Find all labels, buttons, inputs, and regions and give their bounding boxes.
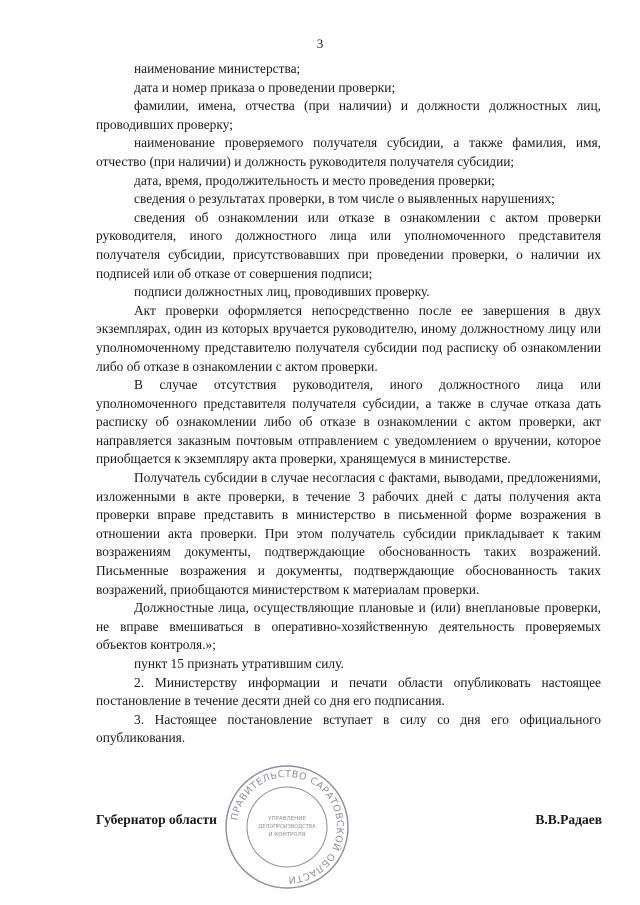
page-number: 3: [316, 36, 324, 51]
seal-inner-line: УПРАВЛЕНИЕ: [268, 816, 306, 822]
paragraph: 3. Настоящее постановление вступает в силу со дня его официального опубликования.: [96, 711, 601, 746]
paragraph: 2. Министерству информации и печати области опубликовать настоящее постановление в течение десяти дней со дня его подписания.: [96, 674, 601, 709]
seal-ring-text: ПРАВИТЕЛЬСТВО САРАТОВСКОЙ ОБЛАСТИ: [229, 768, 346, 886]
paragraph: сведения об ознакомлении или отказе в ознакомлении с актом проверки руководителя, иного должностного лица или уполномоченного представителя получателя субсидии, присутствовавших при проведении проверки, о наличии их подписей или об отказе от совершения подписи;: [96, 209, 601, 281]
paragraph: Должностные лица, осуществляющие плановые и (или) внеплановые проверки, не вправе вмешиваться в оперативно-хозяйственную деятельность проверяемых объектов контроля.»;: [96, 600, 601, 653]
paragraph: сведения о результатах проверки, в том числе о выявленных нарушениях;: [134, 191, 555, 207]
signatory-name: В.В.Радаев: [535, 812, 602, 827]
paragraph: дата и номер приказа о проведении проверки;: [134, 79, 396, 95]
document-body: [96, 60, 601, 748]
seal-inner-line: ДЕЛОПРОИЗВОДСТВА: [258, 824, 316, 830]
paragraph: дата, время, продолжительность и место проведения проверки;: [134, 172, 495, 188]
paragraph: подписи должностных лиц, проводивших проверку.: [134, 284, 430, 300]
paragraph: фамилии, имена, отчества (при наличии) и должности должностных лиц, проводивших проверку;: [96, 98, 601, 132]
official-seal-stamp: [222, 762, 352, 892]
paragraph: В случае отсутствия руководителя, иного должностного лица или уполномоченного представителя получателя субсидии, а также в случае отказа дать расписку об ознакомлении либо об отказе в ознакомлении с актом проверки, акт направляется заказным почтовым отправлением с уведомлением о вручении, которое приобщается к экземпляру акта проверки, хранящемуся в министерстве.: [96, 377, 601, 467]
paragraph: Получатель субсидии в случае несогласия с фактами, выводами, предложениями, изложенными в акте проверки, в течение 3 рабочих дней с даты получения акта проверки вправе представить в министерство в письменной форме возражения в отношении акта проверки. При этом получатель субсидии прикладывает к таким возражениям документы, подтверждающие обоснованность таких возражений. Письменные возражения и документы, подтверждающие обоснованность таких возражений, приобщаются министерством к материалам проверки.: [96, 470, 601, 597]
paragraph: наименование проверяемого получателя субсидии, а также фамилия, имя, отчество (при наличии) и должность руководителя получателя субсидии;: [96, 135, 601, 169]
paragraph: наименование министерства;: [134, 61, 301, 76]
paragraph: пункт 15 признать утратившим силу.: [134, 656, 344, 671]
paragraph: Акт проверки оформляется непосредственно после ее завершения в двух экземплярах, один из которых вручается руководителю, иному должностному лицу или уполномоченному представителю получателя субсидии под расписку об ознакомлении либо об отказе в ознакомлении с актом проверки.: [96, 302, 601, 374]
signatory-title: Губернатор области: [96, 812, 217, 827]
seal-inner-line: И КОНТРОЛЯ: [268, 832, 306, 838]
